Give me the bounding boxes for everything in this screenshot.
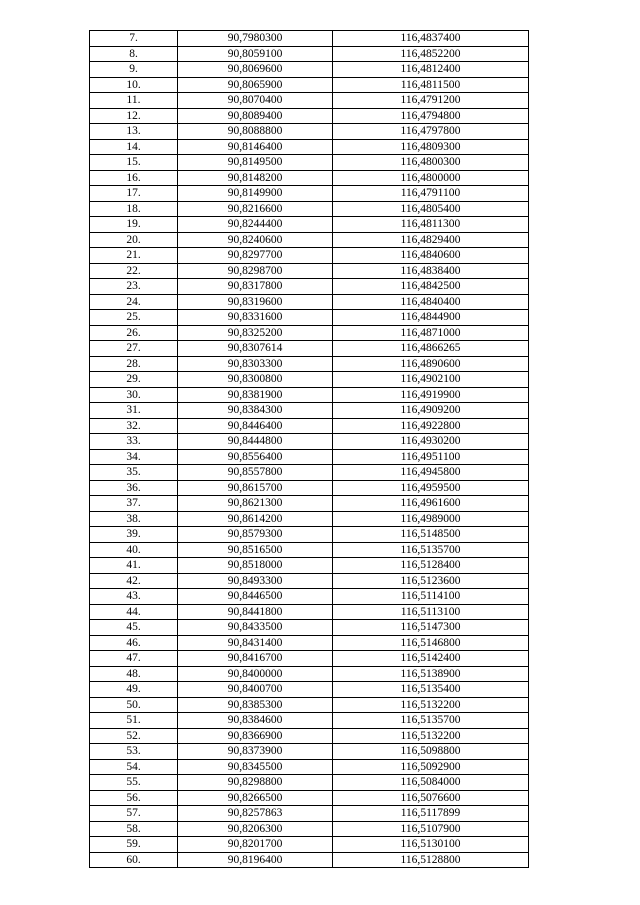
x-coordinate-cell: 90,8148200 <box>178 170 333 186</box>
table-row <box>90 759 529 775</box>
row-number-cell: 43. <box>90 589 178 605</box>
y-coordinate-cell: 116,5142400 <box>333 651 529 667</box>
y-coordinate-cell: 116,5128800 <box>333 852 529 868</box>
y-coordinate-cell: 116,4794800 <box>333 108 529 124</box>
y-coordinate-cell: 116,5128400 <box>333 558 529 574</box>
x-coordinate-cell: 90,8444800 <box>178 434 333 450</box>
x-coordinate-cell: 90,8345500 <box>178 759 333 775</box>
row-number-cell: 59. <box>90 837 178 853</box>
x-coordinate-cell: 90,8240600 <box>178 232 333 248</box>
row-number-cell: 13. <box>90 124 178 140</box>
table-row <box>90 294 529 310</box>
row-number-cell: 25. <box>90 310 178 326</box>
y-coordinate-cell: 116,4811300 <box>333 217 529 233</box>
y-coordinate-cell: 116,5107900 <box>333 821 529 837</box>
x-coordinate-cell: 90,8257863 <box>178 806 333 822</box>
table-row <box>90 108 529 124</box>
y-coordinate-cell: 116,4844900 <box>333 310 529 326</box>
row-number-cell: 33. <box>90 434 178 450</box>
y-coordinate-cell: 116,4989000 <box>333 511 529 527</box>
row-number-cell: 17. <box>90 186 178 202</box>
table-row <box>90 449 529 465</box>
x-coordinate-cell: 90,8244400 <box>178 217 333 233</box>
y-coordinate-cell: 116,4890600 <box>333 356 529 372</box>
table-row <box>90 325 529 341</box>
table-row <box>90 217 529 233</box>
table-row <box>90 666 529 682</box>
row-number-cell: 40. <box>90 542 178 558</box>
y-coordinate-cell: 116,5132200 <box>333 697 529 713</box>
y-coordinate-cell: 116,4800300 <box>333 155 529 171</box>
row-number-cell: 50. <box>90 697 178 713</box>
y-coordinate-cell: 116,5146800 <box>333 635 529 651</box>
x-coordinate-cell: 90,8431400 <box>178 635 333 651</box>
x-coordinate-cell: 90,8059100 <box>178 46 333 62</box>
table-row <box>90 93 529 109</box>
table-row <box>90 790 529 806</box>
row-number-cell: 10. <box>90 77 178 93</box>
y-coordinate-cell: 116,4840600 <box>333 248 529 264</box>
row-number-cell: 24. <box>90 294 178 310</box>
x-coordinate-cell: 90,8518000 <box>178 558 333 574</box>
table-row <box>90 821 529 837</box>
x-coordinate-cell: 90,8433500 <box>178 620 333 636</box>
y-coordinate-cell: 116,4922800 <box>333 418 529 434</box>
y-coordinate-cell: 116,4800000 <box>333 170 529 186</box>
x-coordinate-cell: 90,8331600 <box>178 310 333 326</box>
y-coordinate-cell: 116,4837400 <box>333 31 529 47</box>
row-number-cell: 15. <box>90 155 178 171</box>
y-coordinate-cell: 116,4866265 <box>333 341 529 357</box>
table-row <box>90 201 529 217</box>
y-coordinate-cell: 116,4909200 <box>333 403 529 419</box>
row-number-cell: 45. <box>90 620 178 636</box>
table-row <box>90 713 529 729</box>
row-number-cell: 58. <box>90 821 178 837</box>
y-coordinate-cell: 116,4797800 <box>333 124 529 140</box>
row-number-cell: 14. <box>90 139 178 155</box>
y-coordinate-cell: 116,4852200 <box>333 46 529 62</box>
table-row <box>90 511 529 527</box>
table-row <box>90 263 529 279</box>
table-row <box>90 31 529 47</box>
x-coordinate-cell: 90,8088800 <box>178 124 333 140</box>
x-coordinate-cell: 90,8069600 <box>178 62 333 78</box>
y-coordinate-cell: 116,5114100 <box>333 589 529 605</box>
table-row <box>90 372 529 388</box>
table-row <box>90 480 529 496</box>
x-coordinate-cell: 90,8516500 <box>178 542 333 558</box>
x-coordinate-cell: 90,8266500 <box>178 790 333 806</box>
table-row <box>90 620 529 636</box>
y-coordinate-cell: 116,5130100 <box>333 837 529 853</box>
table-row <box>90 248 529 264</box>
table-row <box>90 496 529 512</box>
table-row <box>90 852 529 868</box>
table-row <box>90 279 529 295</box>
x-coordinate-cell: 90,8400000 <box>178 666 333 682</box>
x-coordinate-cell: 90,8441800 <box>178 604 333 620</box>
row-number-cell: 52. <box>90 728 178 744</box>
y-coordinate-cell: 116,5132200 <box>333 728 529 744</box>
y-coordinate-cell: 116,4902100 <box>333 372 529 388</box>
row-number-cell: 34. <box>90 449 178 465</box>
x-coordinate-cell: 90,8400700 <box>178 682 333 698</box>
table-row <box>90 465 529 481</box>
row-number-cell: 60. <box>90 852 178 868</box>
y-coordinate-cell: 116,4842500 <box>333 279 529 295</box>
x-coordinate-cell: 90,8493300 <box>178 573 333 589</box>
row-number-cell: 28. <box>90 356 178 372</box>
row-number-cell: 18. <box>90 201 178 217</box>
y-coordinate-cell: 116,4961600 <box>333 496 529 512</box>
x-coordinate-cell: 90,8381900 <box>178 387 333 403</box>
row-number-cell: 39. <box>90 527 178 543</box>
table-row <box>90 62 529 78</box>
x-coordinate-cell: 90,8307614 <box>178 341 333 357</box>
table-row <box>90 542 529 558</box>
x-coordinate-cell: 90,8384600 <box>178 713 333 729</box>
table-row <box>90 806 529 822</box>
table-row <box>90 682 529 698</box>
coordinates-table <box>89 30 529 868</box>
table-row <box>90 341 529 357</box>
row-number-cell: 19. <box>90 217 178 233</box>
y-coordinate-cell: 116,5147300 <box>333 620 529 636</box>
table-row <box>90 697 529 713</box>
row-number-cell: 54. <box>90 759 178 775</box>
x-coordinate-cell: 90,8146400 <box>178 139 333 155</box>
y-coordinate-cell: 116,5148500 <box>333 527 529 543</box>
y-coordinate-cell: 116,4951100 <box>333 449 529 465</box>
table-row <box>90 604 529 620</box>
table-row <box>90 589 529 605</box>
table-row <box>90 651 529 667</box>
y-coordinate-cell: 116,5113100 <box>333 604 529 620</box>
row-number-cell: 42. <box>90 573 178 589</box>
y-coordinate-cell: 116,5117899 <box>333 806 529 822</box>
row-number-cell: 35. <box>90 465 178 481</box>
x-coordinate-cell: 90,8149500 <box>178 155 333 171</box>
x-coordinate-cell: 90,8385300 <box>178 697 333 713</box>
table-row <box>90 558 529 574</box>
row-number-cell: 41. <box>90 558 178 574</box>
y-coordinate-cell: 116,4871000 <box>333 325 529 341</box>
table-row <box>90 635 529 651</box>
row-number-cell: 48. <box>90 666 178 682</box>
table-row <box>90 403 529 419</box>
row-number-cell: 47. <box>90 651 178 667</box>
row-number-cell: 20. <box>90 232 178 248</box>
table-row <box>90 155 529 171</box>
table-row <box>90 139 529 155</box>
row-number-cell: 31. <box>90 403 178 419</box>
table-row <box>90 573 529 589</box>
row-number-cell: 55. <box>90 775 178 791</box>
x-coordinate-cell: 90,8206300 <box>178 821 333 837</box>
x-coordinate-cell: 90,8300800 <box>178 372 333 388</box>
x-coordinate-cell: 90,8446500 <box>178 589 333 605</box>
x-coordinate-cell: 90,8614200 <box>178 511 333 527</box>
y-coordinate-cell: 116,4811500 <box>333 77 529 93</box>
table-row <box>90 837 529 853</box>
x-coordinate-cell: 90,8298700 <box>178 263 333 279</box>
y-coordinate-cell: 116,5098800 <box>333 744 529 760</box>
x-coordinate-cell: 90,8621300 <box>178 496 333 512</box>
y-coordinate-cell: 116,5092900 <box>333 759 529 775</box>
x-coordinate-cell: 90,8201700 <box>178 837 333 853</box>
x-coordinate-cell: 90,8196400 <box>178 852 333 868</box>
table-row <box>90 170 529 186</box>
row-number-cell: 21. <box>90 248 178 264</box>
y-coordinate-cell: 116,5123600 <box>333 573 529 589</box>
row-number-cell: 11. <box>90 93 178 109</box>
coordinates-table-body <box>90 31 529 868</box>
table-row <box>90 310 529 326</box>
table-row <box>90 232 529 248</box>
y-coordinate-cell: 116,5076600 <box>333 790 529 806</box>
y-coordinate-cell: 116,4805400 <box>333 201 529 217</box>
x-coordinate-cell: 90,8446400 <box>178 418 333 434</box>
y-coordinate-cell: 116,4791100 <box>333 186 529 202</box>
table-row <box>90 124 529 140</box>
row-number-cell: 37. <box>90 496 178 512</box>
row-number-cell: 57. <box>90 806 178 822</box>
y-coordinate-cell: 116,4812400 <box>333 62 529 78</box>
row-number-cell: 56. <box>90 790 178 806</box>
table-row <box>90 744 529 760</box>
y-coordinate-cell: 116,4840400 <box>333 294 529 310</box>
row-number-cell: 22. <box>90 263 178 279</box>
x-coordinate-cell: 90,8319600 <box>178 294 333 310</box>
y-coordinate-cell: 116,5135700 <box>333 713 529 729</box>
x-coordinate-cell: 90,8556400 <box>178 449 333 465</box>
y-coordinate-cell: 116,4930200 <box>333 434 529 450</box>
table-row <box>90 434 529 450</box>
row-number-cell: 38. <box>90 511 178 527</box>
x-coordinate-cell: 90,8149900 <box>178 186 333 202</box>
table-row <box>90 356 529 372</box>
x-coordinate-cell: 90,8557800 <box>178 465 333 481</box>
y-coordinate-cell: 116,5135700 <box>333 542 529 558</box>
row-number-cell: 23. <box>90 279 178 295</box>
x-coordinate-cell: 90,8317800 <box>178 279 333 295</box>
table-row <box>90 387 529 403</box>
x-coordinate-cell: 90,8065900 <box>178 77 333 93</box>
y-coordinate-cell: 116,5138900 <box>333 666 529 682</box>
x-coordinate-cell: 90,8366900 <box>178 728 333 744</box>
table-row <box>90 728 529 744</box>
table-row <box>90 186 529 202</box>
y-coordinate-cell: 116,5084000 <box>333 775 529 791</box>
x-coordinate-cell: 90,8579300 <box>178 527 333 543</box>
row-number-cell: 7. <box>90 31 178 47</box>
y-coordinate-cell: 116,5135400 <box>333 682 529 698</box>
x-coordinate-cell: 90,8070400 <box>178 93 333 109</box>
x-coordinate-cell: 90,8297700 <box>178 248 333 264</box>
x-coordinate-cell: 90,8615700 <box>178 480 333 496</box>
table-row <box>90 77 529 93</box>
y-coordinate-cell: 116,4809300 <box>333 139 529 155</box>
row-number-cell: 29. <box>90 372 178 388</box>
x-coordinate-cell: 90,8303300 <box>178 356 333 372</box>
row-number-cell: 26. <box>90 325 178 341</box>
y-coordinate-cell: 116,4791200 <box>333 93 529 109</box>
table-row <box>90 46 529 62</box>
x-coordinate-cell: 90,8298800 <box>178 775 333 791</box>
x-coordinate-cell: 90,8089400 <box>178 108 333 124</box>
y-coordinate-cell: 116,4945800 <box>333 465 529 481</box>
y-coordinate-cell: 116,4959500 <box>333 480 529 496</box>
table-row <box>90 775 529 791</box>
row-number-cell: 51. <box>90 713 178 729</box>
x-coordinate-cell: 90,8384300 <box>178 403 333 419</box>
row-number-cell: 53. <box>90 744 178 760</box>
row-number-cell: 12. <box>90 108 178 124</box>
x-coordinate-cell: 90,7980300 <box>178 31 333 47</box>
table-row <box>90 418 529 434</box>
row-number-cell: 8. <box>90 46 178 62</box>
row-number-cell: 16. <box>90 170 178 186</box>
x-coordinate-cell: 90,8416700 <box>178 651 333 667</box>
y-coordinate-cell: 116,4919900 <box>333 387 529 403</box>
row-number-cell: 30. <box>90 387 178 403</box>
y-coordinate-cell: 116,4829400 <box>333 232 529 248</box>
row-number-cell: 49. <box>90 682 178 698</box>
row-number-cell: 27. <box>90 341 178 357</box>
table-row <box>90 527 529 543</box>
x-coordinate-cell: 90,8216600 <box>178 201 333 217</box>
row-number-cell: 46. <box>90 635 178 651</box>
row-number-cell: 36. <box>90 480 178 496</box>
row-number-cell: 32. <box>90 418 178 434</box>
y-coordinate-cell: 116,4838400 <box>333 263 529 279</box>
row-number-cell: 44. <box>90 604 178 620</box>
x-coordinate-cell: 90,8373900 <box>178 744 333 760</box>
row-number-cell: 9. <box>90 62 178 78</box>
x-coordinate-cell: 90,8325200 <box>178 325 333 341</box>
